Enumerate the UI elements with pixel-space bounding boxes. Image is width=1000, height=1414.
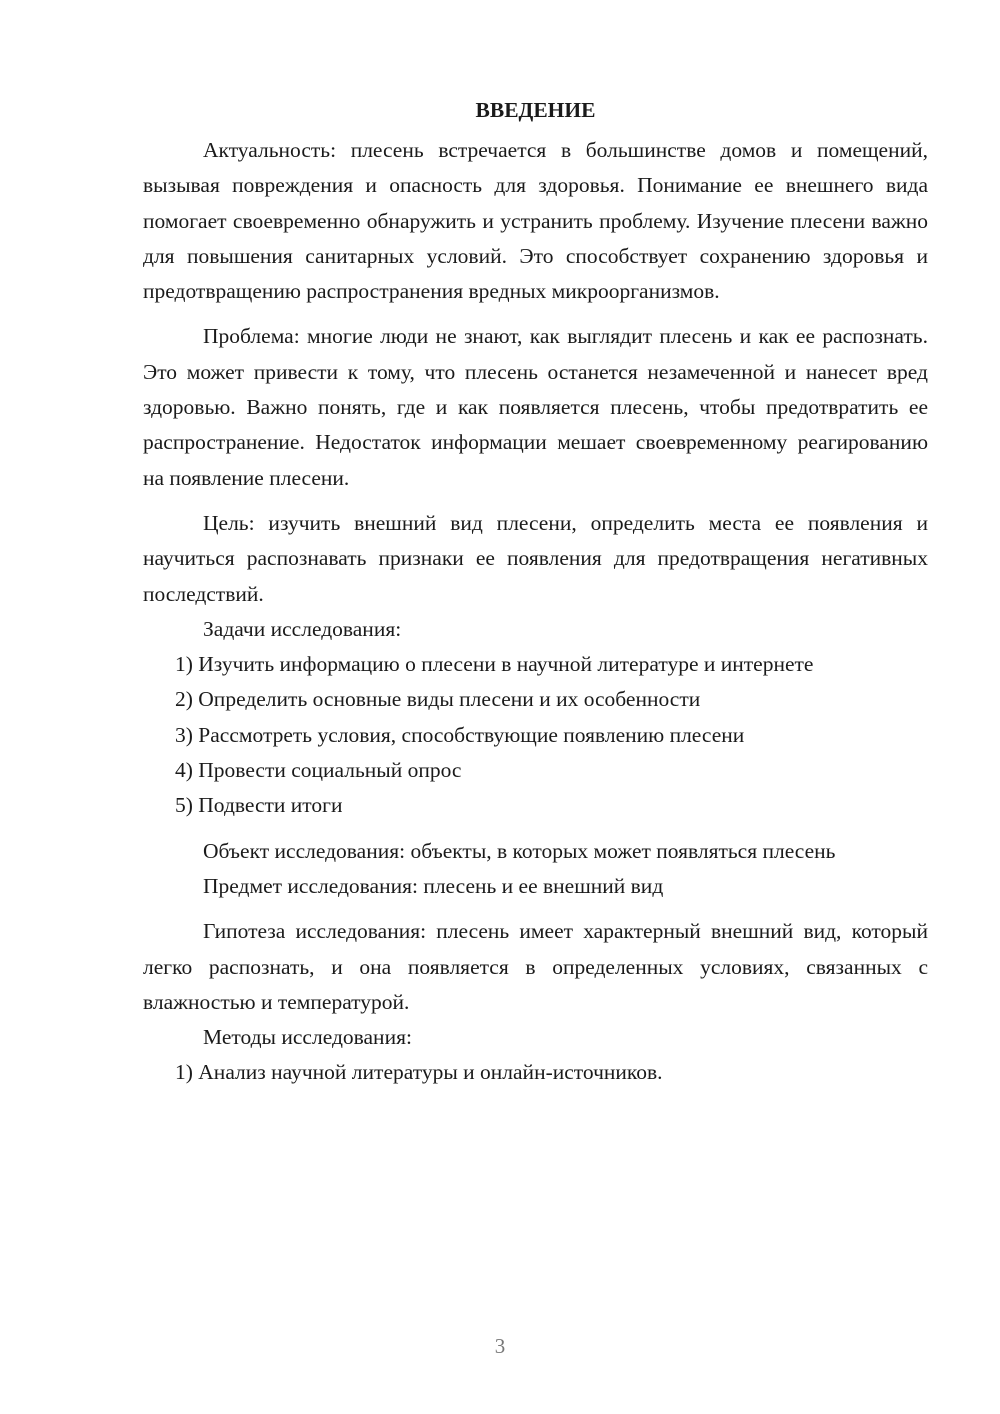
- page-number: 3: [494, 1334, 506, 1358]
- task-item: 3) Рассмотреть условия, способствующие появлению плесени: [175, 722, 745, 747]
- paragraph-relevance: Актуальность: плесень встречается в большинстве домов и помещений, вызывая повреждения и опасность для здоровья. Понимание ее внешнего вида помогает своевременно обнаружить и устранить проблему. Изучение плесени важно для повышения санитарных условий. Это способствует сохранению здоровья и предотвращению распространения вредных микроорганизмов.: [143, 138, 928, 304]
- task-item: 5) Подвести итоги: [175, 793, 343, 818]
- method-item: 1) Анализ научной литературы и онлайн-источников.: [175, 1060, 663, 1085]
- paragraph-problem: Проблема: многие люди не знают, как выглядит плесень и как ее распознать. Это может привести к тому, что плесень останется незамеченной и нанесет вред здоровью. Важно понять, где и как появляется плесень, чтобы предотвратить ее распространение. Недостаток информации мешает своевременному реагированию на появление плесени.: [143, 324, 928, 490]
- document-page: [143, 92, 928, 1091]
- tasks-heading: Задачи исследования:: [203, 616, 402, 641]
- task-item: 2) Определить основные виды плесени и их особенности: [175, 687, 701, 712]
- page-title: ВВЕДЕНИЕ: [475, 98, 596, 122]
- task-item: 4) Провести социальный опрос: [175, 758, 462, 783]
- paragraph-object: Объект исследования: объекты, в которых может появляться плесень: [203, 838, 836, 863]
- methods-heading: Методы исследования:: [203, 1025, 412, 1050]
- paragraph-subject: Предмет исследования: плесень и ее внешний вид: [203, 873, 664, 898]
- task-item: 1) Изучить информацию о плесени в научной литературе и интернете: [175, 652, 814, 677]
- paragraph-hypothesis: Гипотеза исследования: плесень имеет характерный внешний вид, который легко распознать, и она появляется в определенных условиях, связанных с влажностью и температурой.: [143, 919, 928, 1014]
- paragraph-goal: Цель: изучить внешний вид плесени, определить места ее появления и научиться распознавать признаки ее появления для предотвращения негативных последствий.: [143, 510, 928, 606]
